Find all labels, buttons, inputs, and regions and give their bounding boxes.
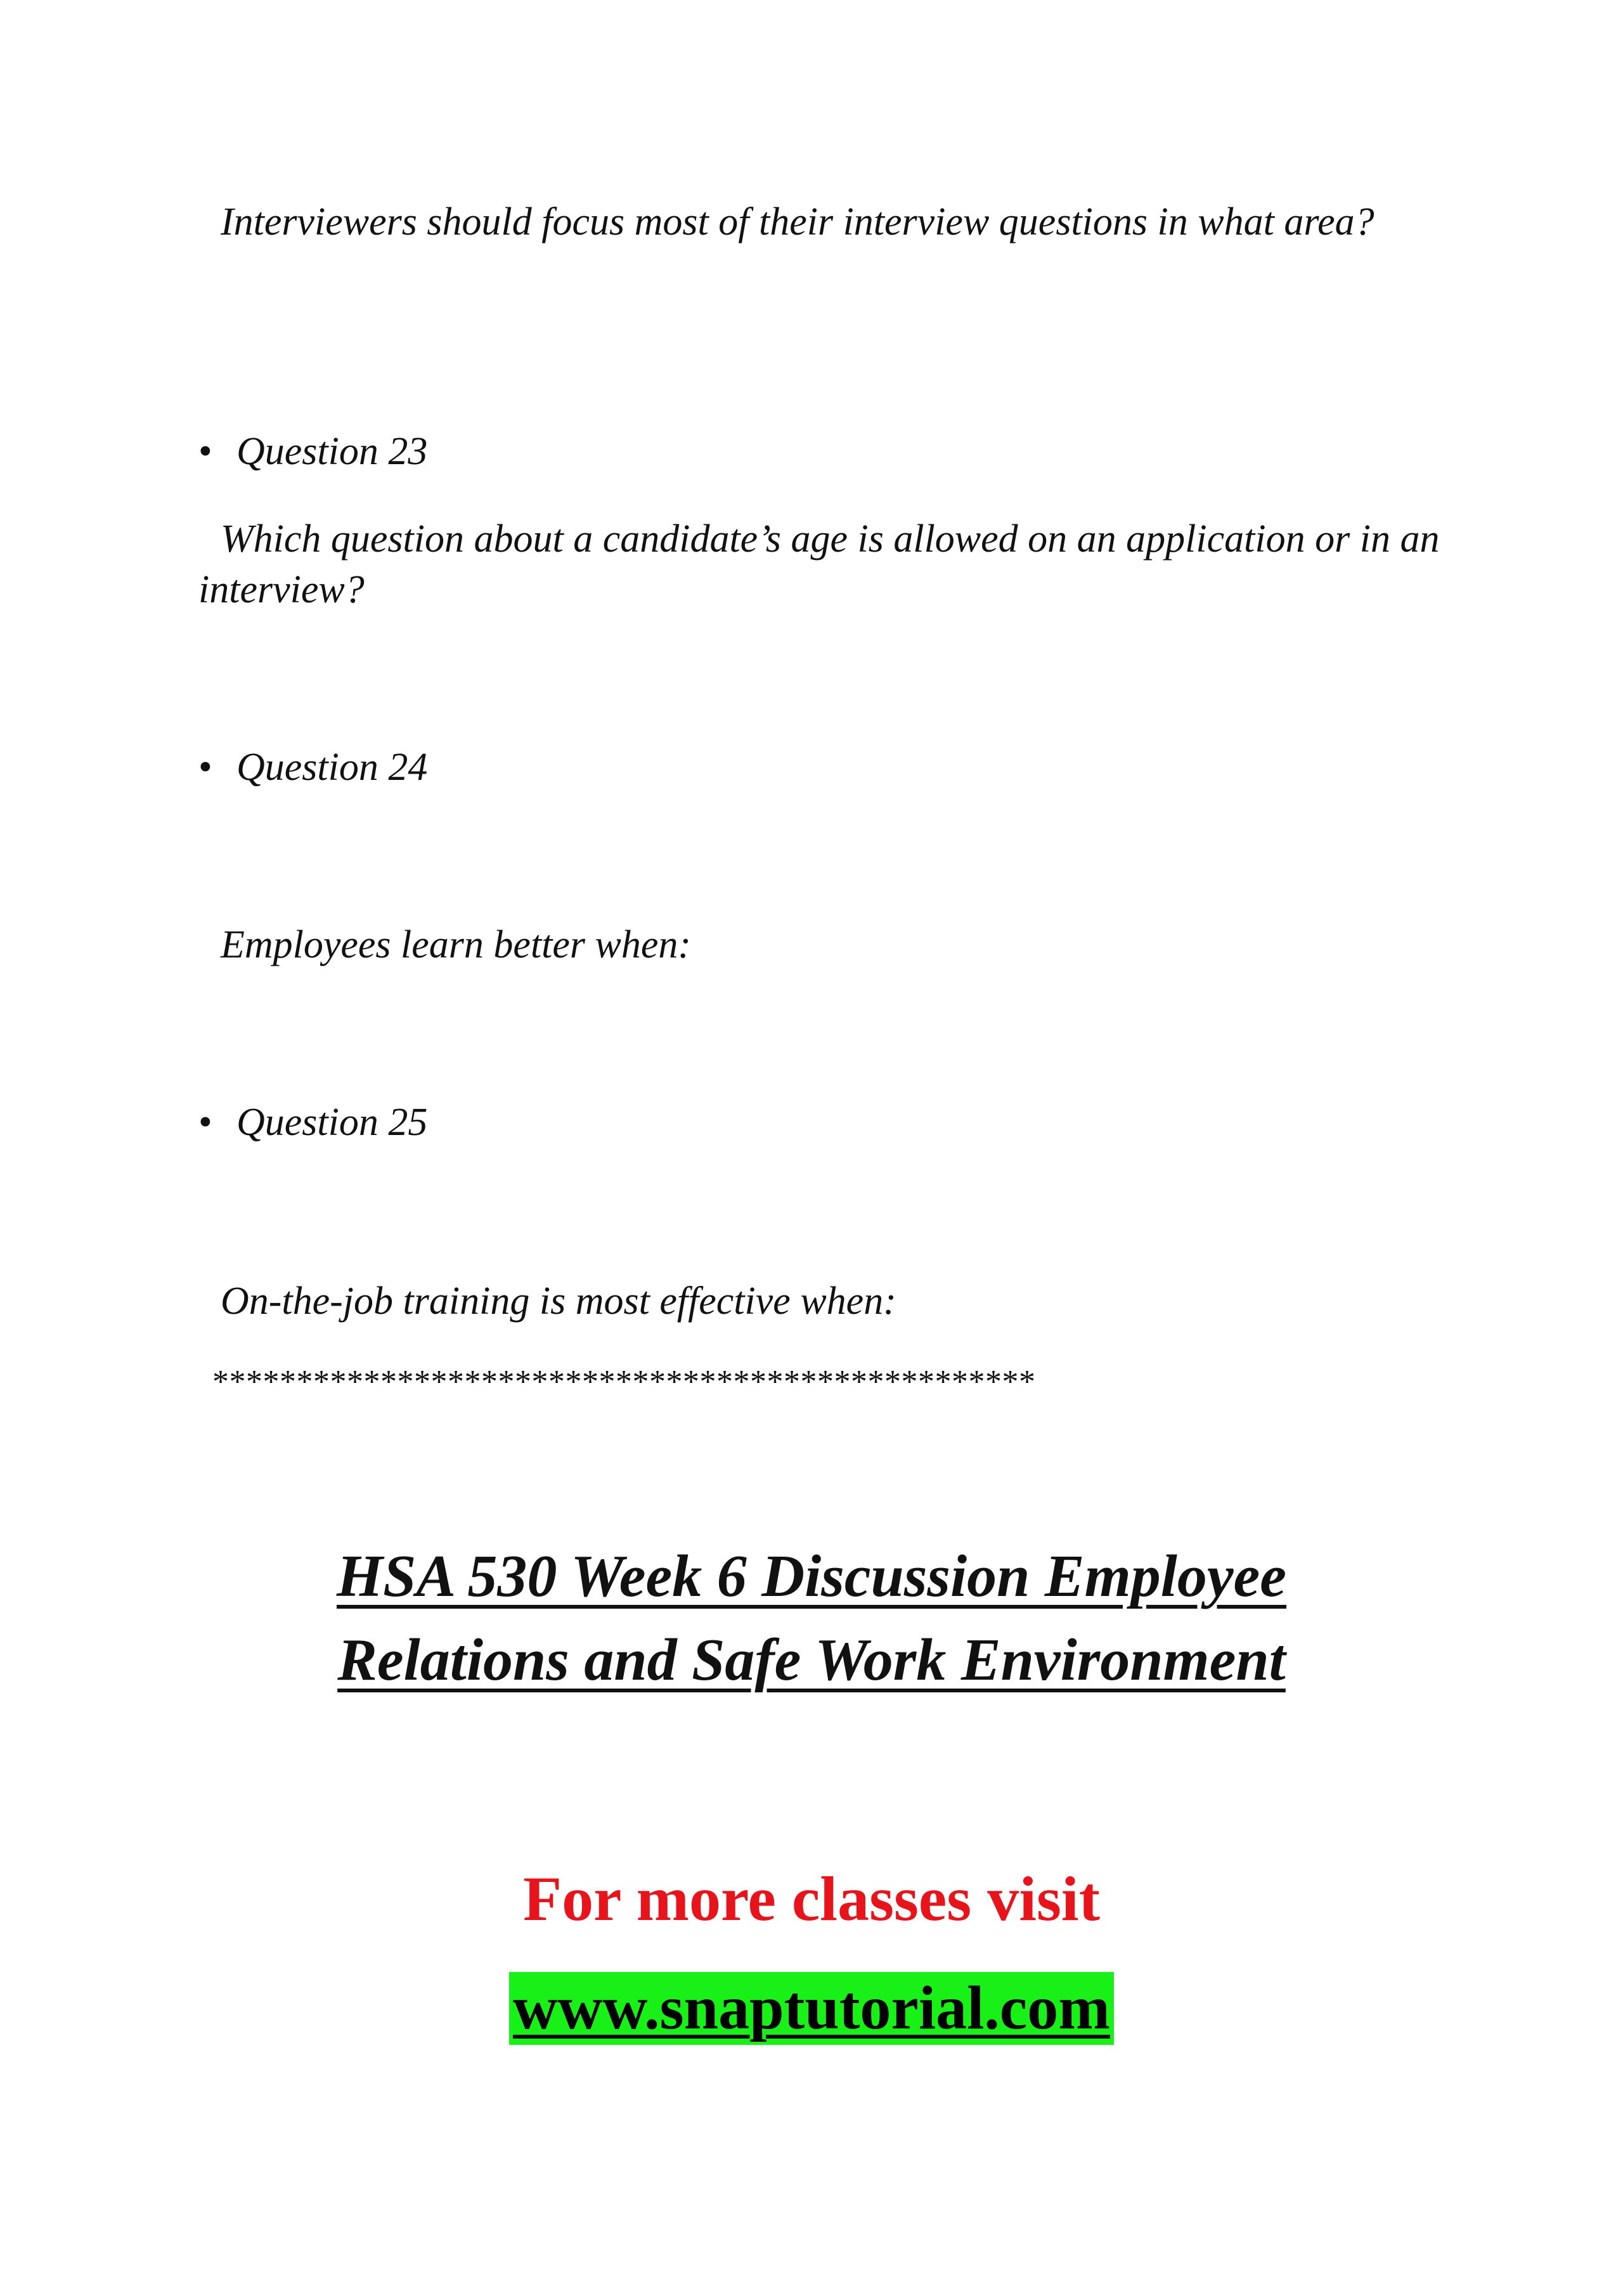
question-25-text: On-the-job training is most effective when:: [221, 1280, 896, 1323]
question-24-heading: [198, 742, 427, 793]
question-24-label: Question 24: [236, 746, 428, 789]
heading-line-1: HSA 530 Week 6 Discussion Employee: [337, 1543, 1286, 1609]
question-24-text: Employees learn better when:: [221, 923, 692, 966]
course-heading: [0, 1534, 1623, 1702]
website-link[interactable]: www.snaptutorial.com: [509, 1972, 1114, 2045]
question-23-heading: [198, 426, 427, 477]
question-23-label: Question 23: [236, 430, 428, 473]
question-25-heading: [198, 1097, 427, 1148]
website-container: [0, 1972, 1623, 2045]
question-25-label: Question 25: [236, 1101, 428, 1144]
bullet-icon: •: [198, 430, 212, 473]
promo-text: For more classes visit: [522, 1864, 1100, 1934]
bullet-icon: •: [198, 746, 212, 789]
question-22-text: Interviewers should focus most of their interview questions in what area?: [221, 200, 1374, 243]
separator: *************************************************: [212, 1364, 1036, 1400]
heading-line-2: Relations and Safe Work Environment: [337, 1627, 1286, 1693]
bullet-icon: •: [198, 1101, 212, 1144]
question-23-text: Which question about a candidate’s age is allowed on an application or in an interview?: [198, 517, 1440, 611]
